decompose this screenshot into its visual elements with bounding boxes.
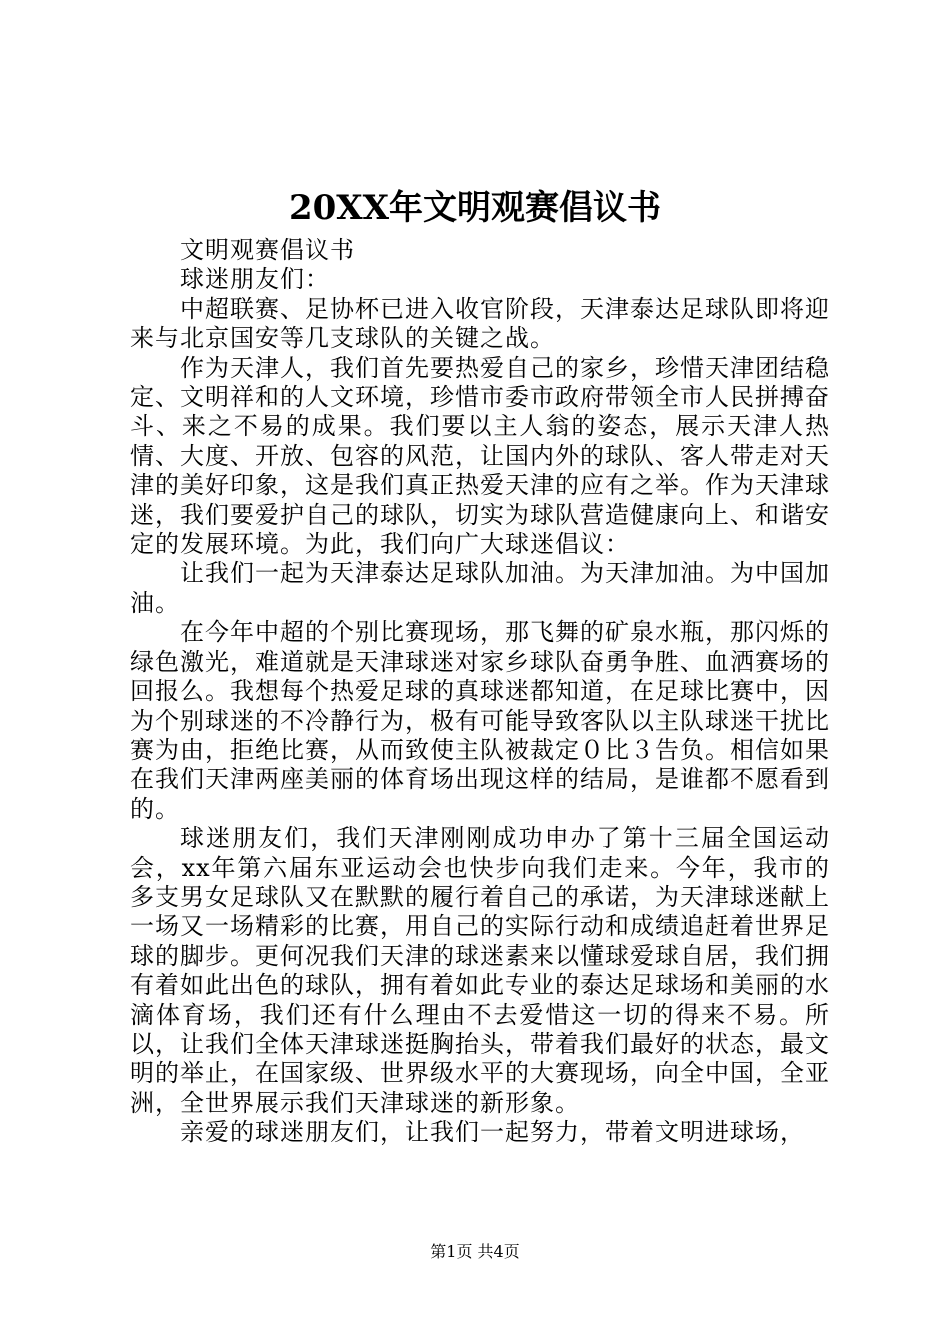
document-title: 20XX年文明观赛倡议书 bbox=[288, 188, 662, 228]
page-footer: 第1页 共4页 bbox=[430, 1242, 520, 1261]
document-body bbox=[130, 236, 830, 1148]
paragraph: 球迷朋友们： bbox=[180, 265, 330, 294]
paragraph: 亲爱的球迷朋友们，让我们一起努力，带着文明进球场， bbox=[180, 1118, 805, 1147]
paragraph: 在今年中超的个别比赛现场，那飞舞的矿泉水瓶，那闪烁的绿色激光，难道就是天津球迷对家乡球队奋勇争胜、血洒赛场的回报么。我想每个热爱足球的真球迷都知道，在足球比赛中，因为个别球迷的不冷静行为，极有可能导致客队以主队球迷干扰比赛为由，拒绝比赛，从而致使主队被裁定０比３告负。相信如果在我们天津两座美丽的体育场出现这样的结局，是谁都不愿看到的。 bbox=[130, 618, 830, 823]
paragraph: 中超联赛、足协杯已进入收官阶段，天津泰达足球队即将迎来与北京国安等几支球队的关键之战。 bbox=[130, 294, 830, 353]
paragraph: 文明观赛倡议书 bbox=[180, 236, 355, 264]
paragraph: 作为天津人，我们首先要热爱自己的家乡，珍惜天津团结稳定、文明祥和的人文环境，珍惜市委市政府带领全市人民拼搏奋斗、来之不易的成果。我们要以主人翁的姿态，展示天津人热情、大度、开放、包容的风范，让国内外的球队、客人带走对天津的美好印象，这是我们真正热爱天津的应有之举。作为天津球迷，我们要爱护自己的球队，切实为球队营造健康向上、和谐安定的发展环境。为此，我们向广大球迷倡议： bbox=[130, 353, 830, 559]
paragraph: 球迷朋友们，我们天津刚刚成功申办了第十三届全国运动会，xx年第六届东亚运动会也快步向我们走来。今年，我市的多支男女足球队又在默默的履行着自己的承诺，为天津球迷献上一场又一场精彩的比赛，用自己的实际行动和成绩追赶着世界足球的脚步。更何况我们天津的球迷素来以懂球爱球自居，我们拥有着如此出色的球队，拥有着如此专业的泰达足球场和美丽的水滴体育场，我们还有什么理由不去爱惜这一切的得来不易。所以，让我们全体天津球迷挺胸抬头，带着我们最好的状态，最文明的举止，在国家级、世界级水平的大赛现场，向全中国，全亚洲，全世界展示我们天津球迷的新形象。 bbox=[130, 824, 830, 1117]
paragraph: 让我们一起为天津泰达足球队加油。为天津加油。为中国加油。 bbox=[130, 559, 830, 617]
